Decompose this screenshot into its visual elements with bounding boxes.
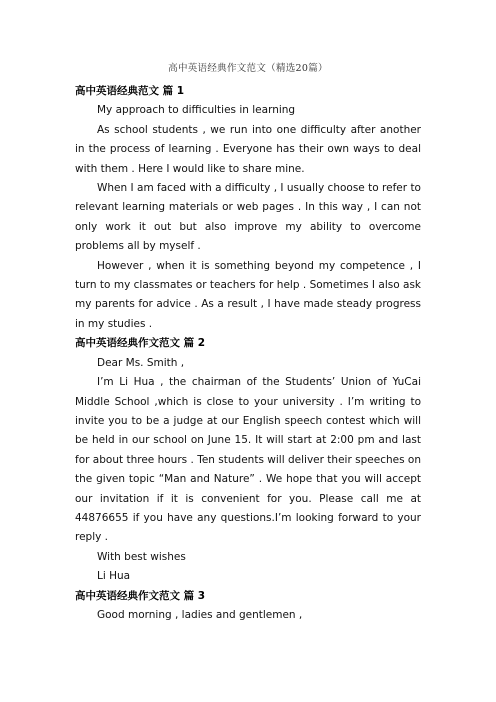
letter-greeting: Dear Ms. Smith , [97, 356, 185, 369]
essay-paragraph: However , when it is something beyond my competence , I turn to my classmates or teachers for help . Sometimes I also ask my parents for advice . As a result , I have made steady progress in my studies . [75, 259, 421, 330]
speech-greeting: Good morning , ladies and gentlemen , [97, 608, 303, 621]
section-heading: 高中英语经典作文范文 篇 2 [75, 337, 206, 350]
section-heading: 高中英语经典范文 篇 1 [75, 85, 185, 97]
essay-paragraph: When I am faced with a difficulty , I usually choose to refer to relevant learning materials or web pages . In this way , I can not only work it out but also improve my ability to overcome problems all by myself . [75, 182, 421, 253]
essay-paragraph: I’m Li Hua , the chairman of the Students’ Union of YuCai Middle School ,which is close to your university . I’m writing to invite you to be a judge at our English speech contest which will be held in our school on June 15. It will start at 2:00 pm and last for about three hours . Ten students will deliver their speeches on the given topic “Man and Nature” . We hope that you will accept our invitation if it is convenient for you. Please call me at 44876655 if you have any questions.I’m looking forward to your reply . [75, 376, 421, 544]
document-body [75, 82, 421, 625]
letter-closing: With best wishes [97, 550, 186, 563]
section-heading: 高中英语经典作文范文 篇 3 [75, 589, 206, 602]
essay-section-3 [75, 587, 421, 626]
essay-section-2 [75, 334, 421, 586]
document-title: 高中英语经典作文范文（精选20篇） [168, 63, 328, 74]
letter-signature: Li Hua [97, 570, 131, 583]
essay-section-1 [75, 82, 421, 334]
essay-paragraph: As school students , we run into one difficulty after another in the process of learning . Everyone has their own ways to deal with them . Here I would like to share mine. [75, 123, 421, 175]
essay-subtitle: My approach to difficulties in learning [97, 104, 296, 117]
